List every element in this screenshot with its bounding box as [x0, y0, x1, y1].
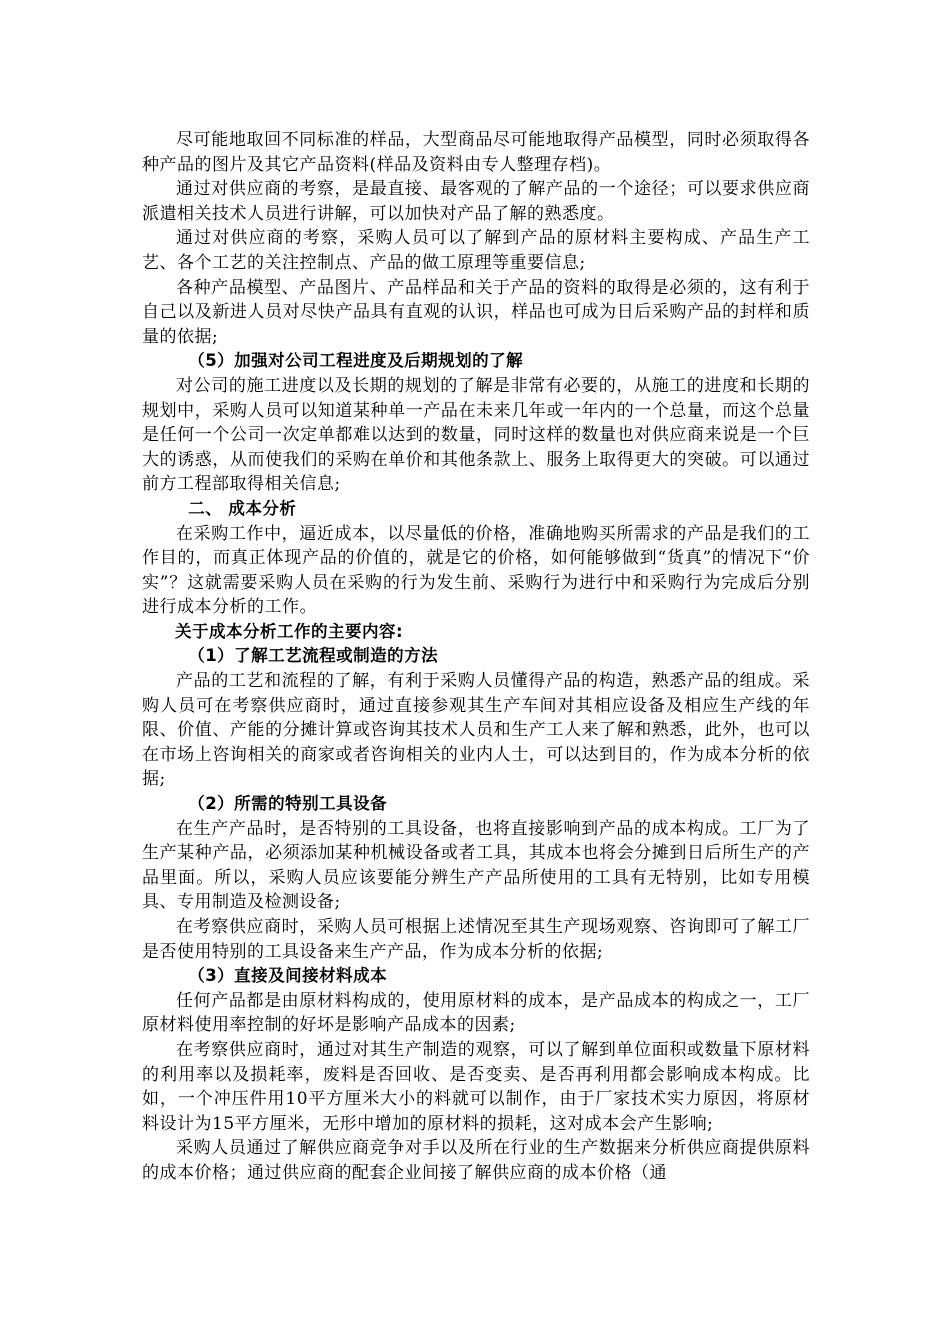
document-body [142, 128, 810, 1186]
paragraph: 通过对供应商的考察，是最直接、最客观的了解产品的一个途径；可以要求供应商派遣相关技术人员进行讲解，可以加快对产品了解的熟悉度。 [142, 179, 810, 224]
paragraph: 产品的工艺和流程的了解，有利于采购人员懂得产品的构造，熟悉产品的组成。采购人员可在考察供应商时，通过直接参观其生产车间对其相应设备及相应生产线的年限、价值、产能的分摊计算或咨询其技术人员和生产工人来了解和熟悉，此外，也可以在市场上咨询相关的商家或者咨询相关的业内人士，可以达到目的，作为成本分析的依据; [142, 671, 810, 790]
subheading: （5）加强对公司工程进度及后期规划的了解 [188, 351, 524, 371]
paragraph: 对公司的施工进度以及长期的规划的了解是非常有必要的，从施工的进度和长期的规划中，采购人员可以知道某种单一产品在未来几年或一年内的一个总量，而这个总量是任何一个公司一次定单都难以达到的数量，同时这样的数量也对供应商来说是一个巨大的诱惑，从而使我们的采购在单价和其他条款上、服务上取得更大的突破。可以通过前方工程部取得相关信息; [142, 375, 810, 495]
subheading: （1）了解工艺流程或制造的方法 [188, 646, 439, 666]
subheading: （2）所需的特别工具设备 [188, 794, 388, 814]
section-heading: 二、 成本分析 [188, 498, 297, 518]
paragraph: 各种产品模型、产品图片、产品样品和关于产品的资料的取得是必须的，这有利于自己以及新进人员对尽快产品具有直观的认识，样品也可成为日后采购产品的封样和质量的依据; [142, 277, 810, 347]
paragraph: 在考察供应商时，通过对其生产制造的观察，可以了解到单位面积或数量下原材料的利用率以及损耗率，废料是否回收、是否变卖、是否再利用都会影响成本构成。比如，一个冲压件用10平方厘米大小的料就可以制作，由于厂家技术实力原因，将原材料设计为15平方厘米，无形中增加的原材料的损耗，这对成本会产生影响; [142, 1039, 810, 1134]
heading: 关于成本分析工作的主要内容: [175, 621, 404, 641]
paragraph: 在生产产品时，是否特别的工具设备，也将直接影响到产品的成本构成。工厂为了生产某种产品，必须添加某种机械设备或者工具，其成本也将会分摊到日后所生产的产品里面。所以，采购人员应该要能分辨生产产品所使用的工具有无特别，比如专用模具、专用制造及检测设备; [142, 818, 810, 913]
paragraph: 尽可能地取回不同标准的样品，大型商品尽可能地取得产品模型，同时必须取得各种产品的图片及其它产品资料(样品及资料由专人整理存档)。 [142, 130, 810, 175]
paragraph: 采购人员通过了解供应商竞争对手以及所在行业的生产数据来分析供应商提供原料的成本价格；通过供应商的配套企业间接了解供应商的成本价格（通 [142, 1138, 810, 1183]
paragraph: 在采购工作中，逼近成本，以尽量低的价格，准确地购买所需求的产品是我们的工作目的，而真正体现产品的价值的，就是它的价格，如何能够做到“货真”的情况下“价实”？这就需要采购人员在采购的行为发生前、采购行为进行中和采购行为完成后分别进行成本分析的工作。 [142, 523, 810, 618]
paragraph: 在考察供应商时，采购人员可根据上述情况至其生产现场观察、咨询即可了解工厂是否使用特别的工具设备来生产产品，作为成本分析的依据; [142, 917, 810, 962]
paragraph: 通过对供应商的考察，采购人员可以了解到产品的原材料主要构成、产品生产工艺、各个工艺的关注控制点、产品的做工原理等重要信息; [142, 228, 810, 273]
paragraph: 任何产品都是由原材料构成的，使用原材料的成本，是产品成本的构成之一，工厂原材料使用率控制的好坏是影响产品成本的因素; [142, 990, 810, 1036]
subheading: （3）直接及间接材料成本 [188, 966, 388, 986]
